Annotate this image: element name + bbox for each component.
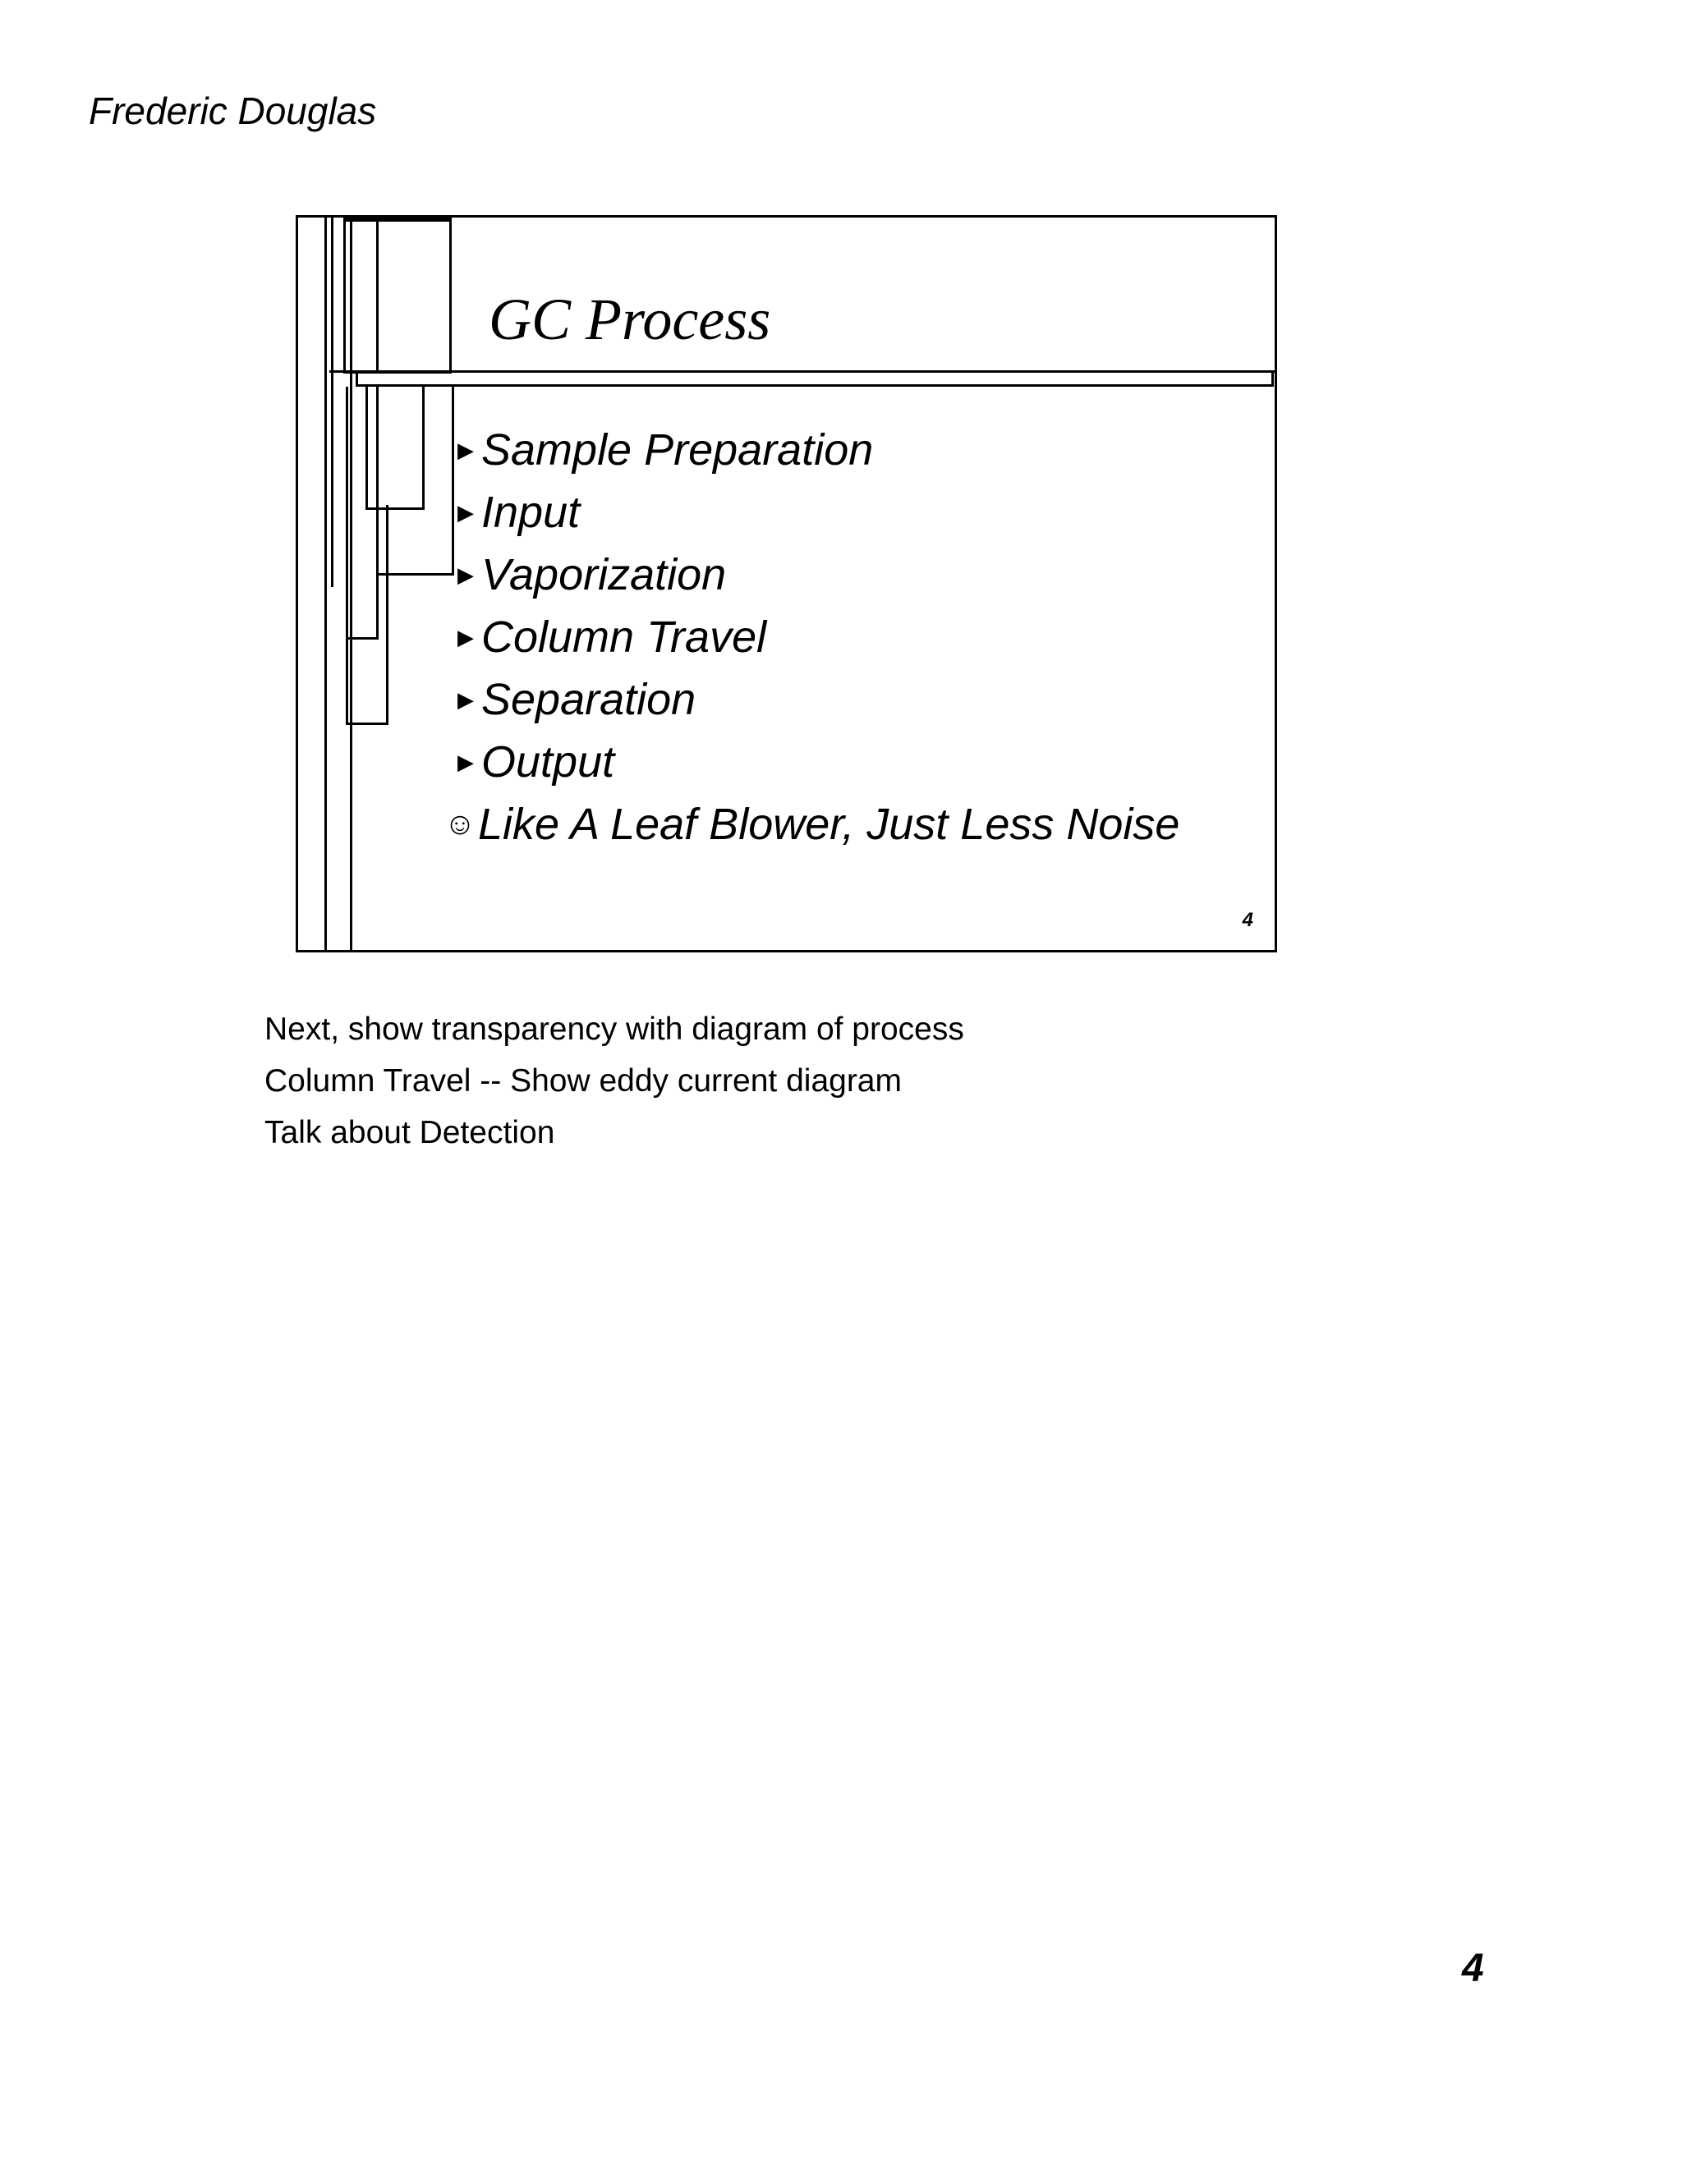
slide-bullet bbox=[450, 481, 1179, 544]
slide-bullet bbox=[450, 606, 1179, 668]
slide-title-block bbox=[343, 218, 452, 374]
slide-final-point bbox=[443, 793, 1180, 856]
slide-bullet bbox=[450, 731, 1179, 793]
triangle-right-icon: ▶ bbox=[457, 500, 474, 525]
slide-final-point-text: Like A Leaf Blower, Just Less Noise bbox=[478, 800, 1180, 849]
slide-bullet-list bbox=[443, 419, 1180, 856]
slide-bullet-text: Input bbox=[481, 488, 581, 537]
slide-number: 4 bbox=[1242, 909, 1253, 931]
slide-bullet-text: Output bbox=[481, 737, 615, 787]
smiley-icon: ☺ bbox=[443, 807, 476, 842]
slide-frame bbox=[296, 215, 1277, 952]
triangle-right-icon: ▶ bbox=[457, 625, 474, 649]
slide-deco-rect-4 bbox=[346, 505, 388, 725]
page-number: 4 bbox=[1462, 1947, 1484, 1990]
slide-bullet bbox=[450, 419, 1179, 481]
slide-bullet-text: Separation bbox=[481, 675, 696, 724]
triangle-right-icon: ▶ bbox=[457, 687, 474, 712]
slide-bullet bbox=[450, 668, 1179, 731]
slide-bullet-text: Sample Preparation bbox=[481, 425, 874, 475]
slide-title: GC Process bbox=[489, 287, 771, 352]
note-line: Talk about Detection bbox=[264, 1115, 555, 1150]
author-name: Frederic Douglas bbox=[89, 89, 377, 132]
speaker-notes bbox=[264, 1003, 964, 1159]
slide-bullet bbox=[450, 544, 1179, 606]
note-line: Column Travel -- Show eddy current diagram bbox=[264, 1063, 902, 1099]
note-line: Next, show transparency with diagram of process bbox=[264, 1012, 964, 1047]
slide-bullet-text: Vaporization bbox=[481, 550, 727, 599]
triangle-right-icon: ▶ bbox=[457, 562, 474, 587]
slide-title-block-inner bbox=[376, 218, 379, 374]
triangle-right-icon: ▶ bbox=[457, 438, 474, 462]
slide-title-divider-bar bbox=[356, 370, 1274, 387]
slide-bullet-text: Column Travel bbox=[481, 613, 767, 662]
triangle-right-icon: ▶ bbox=[457, 750, 474, 774]
slide-left-bar-inner bbox=[331, 218, 334, 587]
